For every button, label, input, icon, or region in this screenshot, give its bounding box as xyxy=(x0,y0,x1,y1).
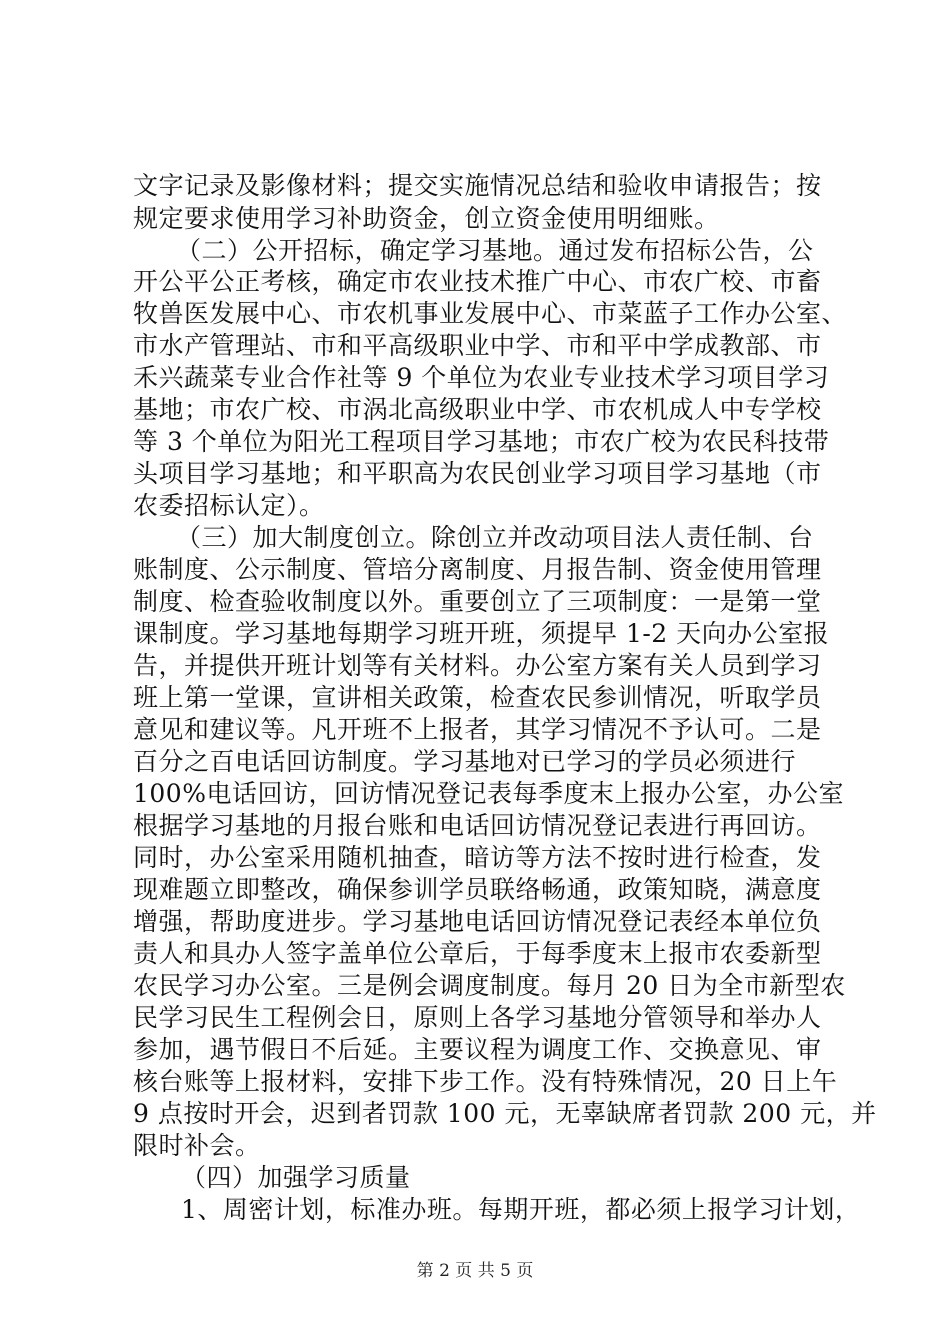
text-line: 等 3 个单位为阳光工程项目学习基地；市农广校为农民科技带 xyxy=(133,427,830,456)
text-line: 责人和具办人签字盖单位公章后，于每季度末上报市农委新型 xyxy=(133,939,822,968)
text-line: 头项目学习基地；和平职高为农民创业学习项目学习基地（市 xyxy=(133,459,822,488)
text-line: 意见和建议等。凡开班不上报者，其学习情况不予认可。二是 xyxy=(133,715,822,744)
text-line: 市水产管理站、市和平高级职业中学、市和平中学成教部、市 xyxy=(133,331,822,360)
text-line: 课制度。学习基地每期学习班开班，须提早 1-2 天向办公室报 xyxy=(133,619,830,648)
section-heading: （四）加强学习质量 xyxy=(181,1163,411,1192)
text-line: 百分之百电话回访制度。学习基地对已学习的学员必须进行 xyxy=(133,747,797,776)
text-line: 9 点按时开会，迟到者罚款 100 元，无辜缺席者罚款 200 元，并 xyxy=(133,1099,877,1128)
text-line: 牧兽医发展中心、市农机事业发展中心、市菜蓝子工作办公室、 xyxy=(133,299,848,328)
page-number-footer: 第 2 页 共 5 页 xyxy=(416,1261,534,1281)
text-line: 基地；市农广校、市涡北高级职业中学、市农机成人中专学校 xyxy=(133,395,822,424)
text-line: 文字记录及影像材料；提交实施情况总结和验收申请报告；按 xyxy=(133,171,822,200)
text-line: 根据学习基地的月报台账和电话回访情况登记表进行再回访。 xyxy=(133,811,822,840)
text-line: 禾兴蔬菜专业合作社等 9 个单位为农业专业技术学习项目学习 xyxy=(133,363,830,392)
text-line: 告，并提供开班计划等有关材料。办公室方案有关人员到学习 xyxy=(133,651,822,680)
text-line: 现难题立即整改，确保参训学员联络畅通，政策知晓，满意度 xyxy=(133,875,822,904)
text-line: 限时补会。 xyxy=(133,1131,261,1160)
text-line: 参加，遇节假日不后延。主要议程为调度工作、交换意见、审 xyxy=(133,1035,822,1064)
text-line: 民学习民生工程例会日，原则上各学习基地分管领导和举办人 xyxy=(133,1003,822,1032)
text-line: （三）加大制度创立。除创立并改动项目法人责任制、台 xyxy=(176,523,814,552)
text-line: 农委招标认定）。 xyxy=(133,491,325,520)
text-line: 1、周密计划，标准办班。每期开班，都必须上报学习计划， xyxy=(181,1195,861,1224)
text-line: 同时，办公室采用随机抽查，暗访等方法不按时进行检查，发 xyxy=(133,843,822,872)
text-line: 增强，帮助度进步。学习基地电话回访情况登记表经本单位负 xyxy=(133,907,822,936)
text-line: 制度、检查验收制度以外。重要创立了三项制度：一是第一堂 xyxy=(133,587,822,616)
text-line: 农民学习办公室。三是例会调度制度。每月 20 日为全市新型农 xyxy=(133,971,846,1000)
text-line: 核台账等上报材料，安排下步工作。没有特殊情况，20 日上午 xyxy=(133,1067,838,1096)
text-line: 开公平公正考核，确定市农业技术推广中心、市农广校、市畜 xyxy=(133,267,822,296)
text-line: （二）公开招标，确定学习基地。通过发布招标公告，公 xyxy=(176,236,814,265)
text-line: 100%电话回访，回访情况登记表每季度末上报办公室，办公室 xyxy=(133,779,844,808)
text-line: 规定要求使用学习补助资金，创立资金使用明细账。 xyxy=(133,204,720,233)
text-line: 班上第一堂课，宣讲相关政策，检查农民参训情况，听取学员 xyxy=(133,683,822,712)
text-line: 账制度、公示制度、管培分离制度、月报告制、资金使用管理 xyxy=(133,555,822,584)
